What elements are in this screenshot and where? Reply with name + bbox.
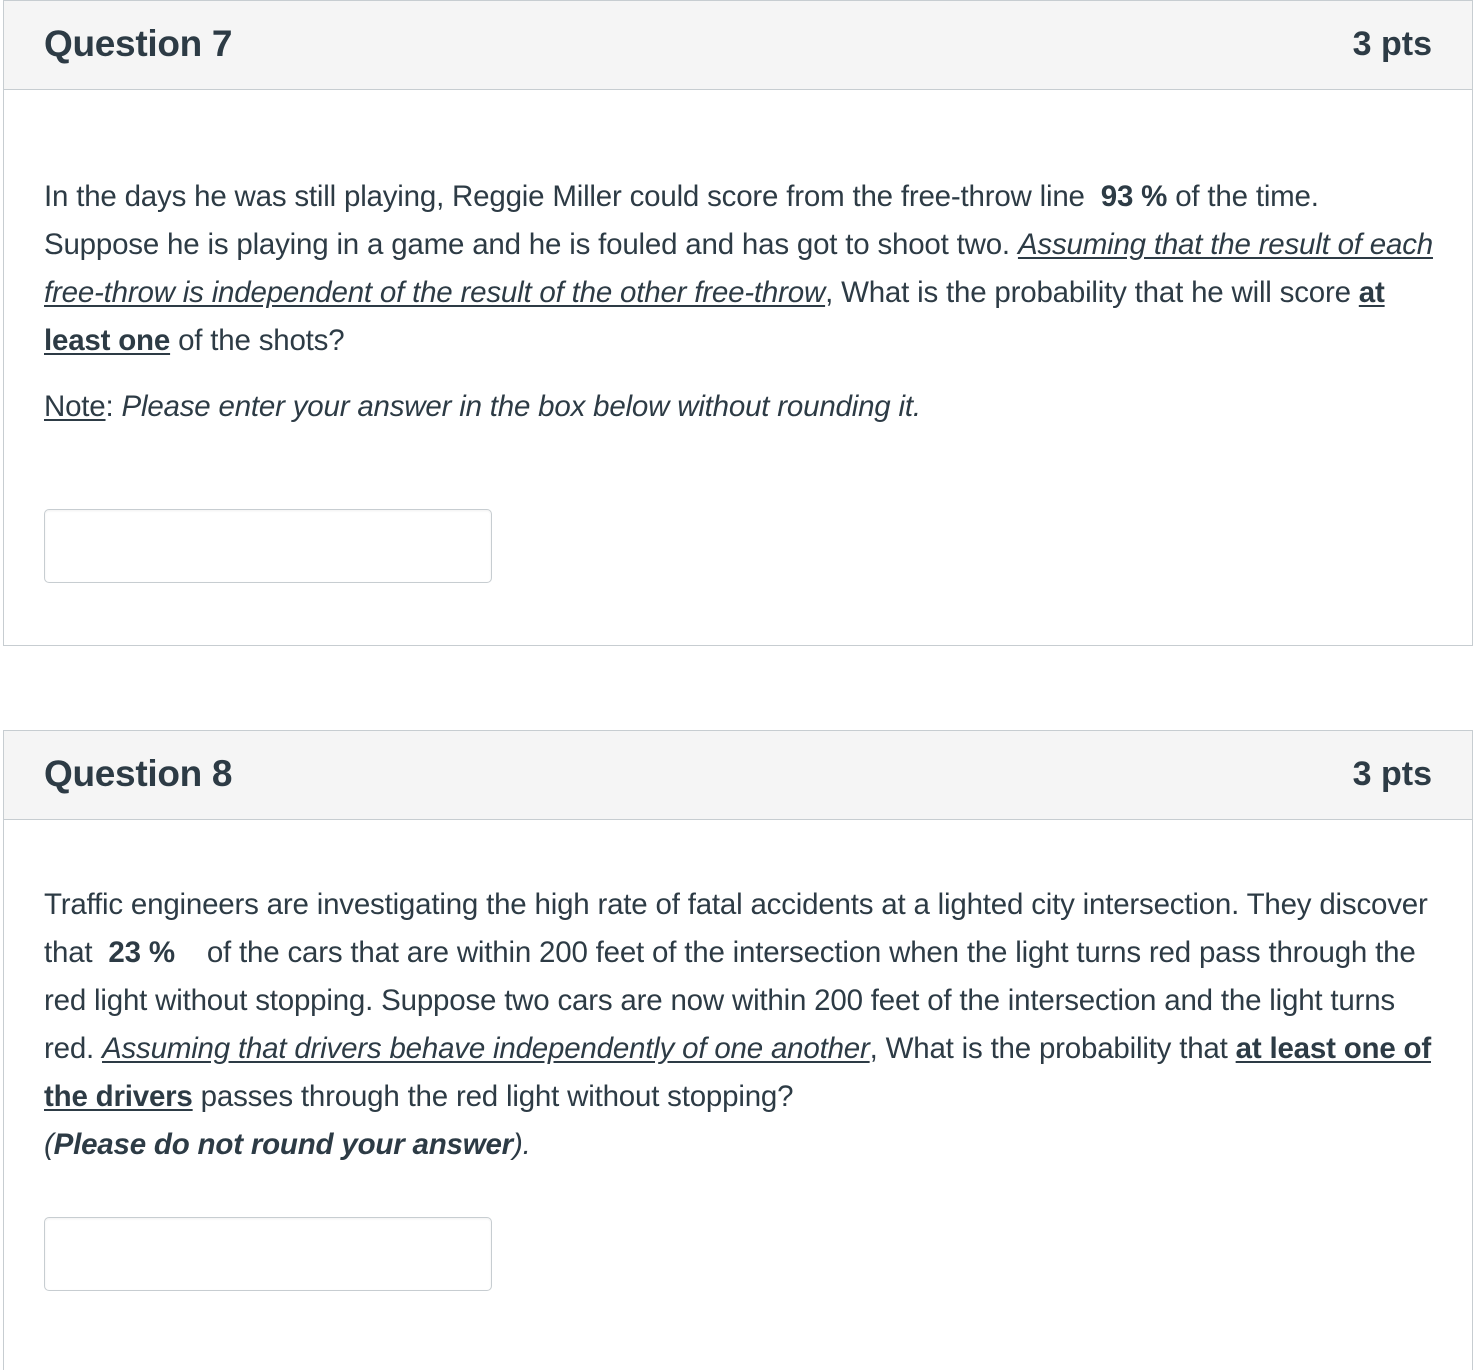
question-header bbox=[4, 731, 1472, 820]
question-title: Question 8 bbox=[44, 753, 233, 794]
question-note bbox=[44, 387, 1436, 427]
note-separator: : bbox=[105, 390, 122, 423]
rounding-note: Please do not round your answer bbox=[53, 1128, 513, 1161]
answer-input[interactable] bbox=[44, 1217, 492, 1291]
question-text bbox=[44, 881, 1436, 1169]
question-7-card bbox=[3, 0, 1473, 646]
answer-input[interactable] bbox=[44, 509, 492, 583]
question-points: 3 pts bbox=[1352, 25, 1432, 63]
question-text-part: , What is the probability that he will score bbox=[825, 276, 1359, 309]
question-title: Question 7 bbox=[44, 23, 233, 64]
question-text bbox=[44, 173, 1436, 365]
question-body bbox=[44, 881, 1436, 1169]
independence-assumption: Assuming that the result of each free-throw is independent of the result of the other free-throw bbox=[44, 228, 1433, 309]
question-points: 3 pts bbox=[1352, 755, 1432, 793]
emphasis-text: at least one bbox=[44, 276, 1385, 357]
rounding-note-close: ). bbox=[512, 1128, 531, 1161]
question-8-card bbox=[3, 730, 1473, 1370]
probability-value: 23 % bbox=[108, 936, 175, 969]
question-text-part: In the days he was still playing, Reggie Miller could score from the free-throw line bbox=[44, 180, 1093, 213]
independence-assumption: Assuming that drivers behave independently of one another bbox=[102, 1032, 870, 1065]
probability-value: 93 % bbox=[1100, 180, 1168, 213]
question-text-part: Traffic engineers are investigating the high rate of fatal accidents at a lighted city intersection. They discover that bbox=[44, 888, 1428, 969]
question-header bbox=[4, 1, 1472, 90]
question-text-part: of the shots? bbox=[170, 324, 345, 357]
question-body bbox=[44, 173, 1436, 427]
question-text-part: of the cars that are within 200 feet of the intersection when the light turns red pass through the red light without stopping. Suppose two cars are now within 200 feet of the intersection and the light turns red. bbox=[44, 936, 1416, 1065]
question-text-part: , What is the probability that bbox=[869, 1032, 1236, 1065]
question-text-part: passes through the red light without stopping? bbox=[192, 1080, 794, 1113]
question-text-part: of the time. Suppose he is playing in a game and he is fouled and has got to shoot two. bbox=[44, 180, 1319, 261]
rounding-note-open: ( bbox=[44, 1128, 54, 1161]
emphasis-text: at least one of the drivers bbox=[44, 1032, 1431, 1113]
note-text: Please enter your answer in the box below without rounding it. bbox=[121, 390, 921, 423]
note-label: Note bbox=[44, 390, 106, 423]
